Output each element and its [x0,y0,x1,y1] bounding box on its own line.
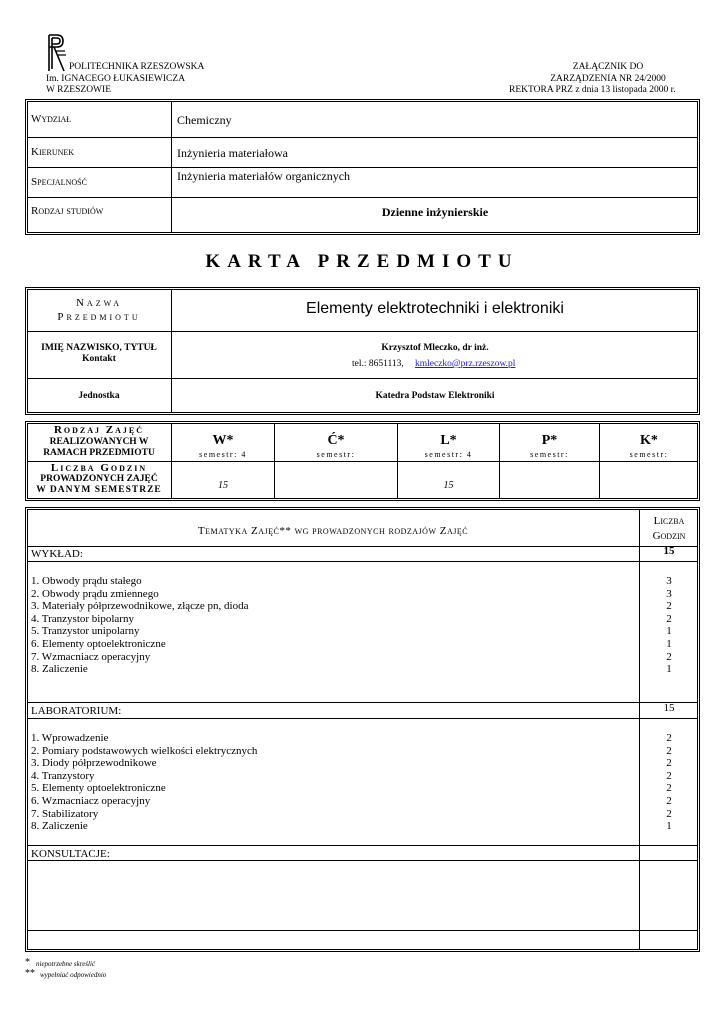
col-l-semester: semestr: 4 [424,450,473,459]
class-types-label-2: REALIZOWANYCH W [49,437,149,447]
field-value: Inżynieria materiałowa [177,146,288,160]
col-c-semester: semestr: [316,450,356,459]
phone: tel.: 8651113, [352,359,404,369]
hours-item: 2 [666,744,672,757]
list-item: 8. Zaliczenie [31,663,88,676]
unit-value: Katedra Podstaw Elektroniki [375,391,495,401]
university-name-line3: W RZESZOWIE [46,85,111,95]
subject-name-label-1: Nazwa [75,297,123,309]
hours-item: 2 [666,650,672,663]
list-item: 5. Elementy optoelektroniczne [31,782,166,795]
hours-item: 2 [666,732,672,744]
col-l-hours: 15 [443,480,454,491]
list-item: 6. Wzmacniacz operacyjny [31,794,151,807]
person-label-1: IMIĘ NAZWISKO, TYTUŁ [41,343,157,353]
col-w-hours: 15 [218,480,228,491]
hours-item: 2 [666,794,672,807]
hours-header-2: Godzin [652,530,686,542]
person-name: Krzysztof Mleczko, dr inż. [381,343,489,353]
study-mode-value: Dzienne inżynierskie [381,205,489,219]
lab-topics-list [31,732,257,833]
col-l-letter: L* [440,433,457,448]
list-item: 3. Materiały półprzewodnikowe, złącze pn, dioda [31,600,249,613]
subject-name-value: Elementy elektrotechniki i elektroniki [306,300,564,317]
col-k-letter: K* [640,433,658,448]
col-p-letter: P* [541,433,558,448]
list-item: 3. Diody półprzewodnikowe [31,757,157,770]
consultation-label: KONSULTACJE: [31,848,110,860]
faculty-value: Chemiczny [177,113,232,127]
lecture-topics-list [31,575,248,676]
lab-total: 15 [663,702,675,714]
lecture-label: WYKŁAD: [31,548,83,560]
hours-item: 3 [666,575,672,587]
hours-item: 3 [666,587,672,600]
unit-label: Jednostka [78,391,120,401]
hours-label-2: PROWADZONYCH ZAJĘĆ [40,474,158,484]
topics-table [25,507,700,952]
footnote-2-text: wypełniać odpowiednio [40,971,107,979]
class-types-label-1: Rodzaj Zajęć [53,424,145,436]
col-p-semester: semestr: [530,450,569,459]
col-w-letter: W* [212,433,234,448]
footnote-1-mark: * [25,957,30,968]
hours-label-1: Liczba Godzin [50,462,148,474]
list-item: 6. Elementy optoelektroniczne [31,637,166,650]
study-mode-label: Rodzaj studiów [31,205,104,217]
hours-item: 1 [666,637,672,650]
annex-line2: ZARZĄDZENIA NR 24/2000 [550,74,666,84]
list-item: 2. Pomiary podstawowych wielkości elektrycznych [31,744,258,757]
list-item: 5. Tranzystor unipolarny [31,625,140,638]
specialization-value: Inżynieria materiałów organicznych [177,169,351,183]
annex-line3: REKTORA PRZ z dnia 13 listopada 2000 r. [509,85,676,95]
hours-item: 2 [666,769,672,782]
col-w-semester: semestr: 4 [199,450,247,459]
lab-label: LABORATORIUM: [31,705,122,717]
list-item: 1. Wprowadzenie [31,732,109,744]
specialization-label: Specjalność [31,176,87,188]
topics-header: Tematyka Zajęć** wg prowadzonych rodzajów Zajęć [197,525,469,537]
class-types-label-3: RAMACH PRZEDMIOTU [43,448,155,458]
col-c-letter: Ć* [327,433,345,448]
hours-label-3: W DANYM SEMESTRZE [36,485,162,495]
faculty-label: Wydział [31,113,72,125]
annex-line1: ZAŁĄCZNIK DO [572,62,644,72]
hours-item: 1 [666,663,672,676]
university-logo-icon [46,33,68,73]
person-label-2: Kontakt [82,354,116,364]
hours-item: 2 [666,612,672,625]
footnote-1-text: niepotrzebne skreślić [36,960,96,968]
list-item: 8. Zaliczenie [31,820,88,833]
hours-item: 1 [666,625,672,638]
list-item: 7. Wzmacniacz operacyjny [31,650,151,663]
email-link[interactable]: kmleczko@prz.rzeszow.pl [415,359,516,369]
hours-item: 2 [666,782,672,795]
page-title: KARTA PRZEDMIOTU [205,251,519,272]
university-name-line2: Im. IGNACEGO ŁUKASIEWICZA [46,74,186,84]
footnote-2-mark: ** [25,968,35,979]
col-k-semester: semestr: [629,450,669,459]
hours-item: 2 [666,757,672,770]
list-item: 1. Obwody prądu stałego [31,575,142,587]
university-name-line1: POLITECHNIKA RZESZOWSKA [69,62,205,72]
lab-hours-list [640,732,698,833]
hours-header-1: Liczba [653,515,685,527]
hours-item: 2 [666,807,672,820]
hours-item: 2 [666,600,672,613]
list-item: 2. Obwody prądu zmiennego [31,587,159,600]
lecture-total: 15 [663,545,675,557]
field-label: Kierunek [31,146,75,158]
subject-name-label-2: Przedmiotu [57,311,141,323]
list-item: 4. Tranzystory [31,769,95,782]
list-item: 4. Tranzystor bipolarny [31,612,134,625]
lecture-hours-list [640,575,698,676]
hours-item: 1 [666,820,672,833]
list-item: 7. Stabilizatory [31,807,99,820]
